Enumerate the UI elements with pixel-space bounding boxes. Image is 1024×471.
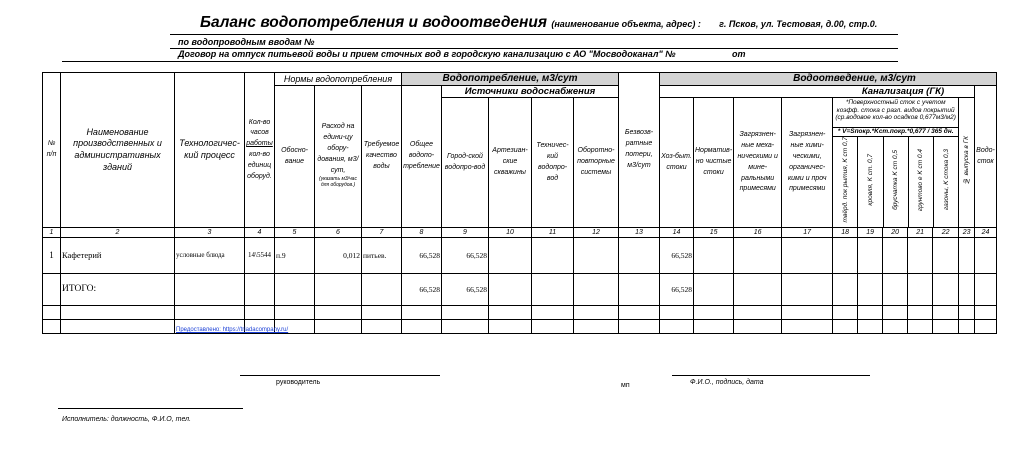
col-hours-b: кол-во единиц оборуд. [247,151,272,180]
row-cell [933,238,959,274]
row-building-name: Кафетерий [61,238,175,274]
stamp-label: мп [621,382,630,389]
row-city: 66,528 [442,238,489,274]
colnum: 9 [442,228,489,238]
col-rate-a: Расход на едини-цу обору-дования, м3/сут, [317,123,359,174]
col-total-header: Общее водопо-требление [402,86,442,228]
row-cell [833,274,858,306]
executor-line [58,408,243,409]
col-city-header: Город-ской водопро-вод [442,98,489,228]
row-cell [694,238,734,274]
row-cell [734,238,782,274]
row-cell [883,274,908,306]
total-city: 66,528 [442,274,489,306]
row-cell [908,274,933,306]
source-link[interactable]: Предоставлено: https://triadacompany.ru/ [176,327,289,333]
row-cell [959,274,975,306]
row-quality: питьев. [362,238,402,274]
colnum: 12 [574,228,619,238]
colnum: 3 [175,228,245,238]
col-recycled-header: Оборотно-повторные системы [574,98,619,228]
title-text: Баланс водопотребления и водоотведения [200,14,548,31]
colnum: 1 [43,228,61,238]
row-cell [858,238,883,274]
col-num-header: № п/п [43,73,61,228]
column-numbers-row [43,228,997,238]
col-technical-header: Техничес-кий водопро-вод [532,98,574,228]
colnum: 18 [833,228,858,238]
colnum: 16 [734,228,782,238]
colnum: 11 [532,228,574,238]
document-title [200,14,877,32]
row-cell [833,238,858,274]
row-cell [574,238,619,274]
row-process: условные блюда [175,238,245,274]
col-rate-header [315,86,362,228]
row-hours: 14\5544 [245,238,275,274]
sewer-group-header: Канализация (ГК) [660,86,975,98]
row-cell [959,238,975,274]
row-cell [489,238,532,274]
total-label: ИТОГО: [61,274,175,306]
colnum: 8 [402,228,442,238]
row-rate: 0,012 [315,238,362,274]
col-hard-surface-header: твёрд. пок рытия, K ст 0,7 [833,137,858,227]
table-row [43,306,997,320]
row-cell [175,274,245,306]
sources-group-header: Источники водоснабжения [442,86,619,98]
row-domestic: 66,528 [660,238,694,274]
fio-signature-line [672,375,870,376]
colnum: 17 [782,228,833,238]
colnum: 6 [315,228,362,238]
contract-line: Договор на отпуск питьевой воды и прием сточных вод в городскую канализацию с АО "Мосводоканал" № [178,49,676,59]
row-number: 1 [43,238,61,274]
consumption-group-header: Водопотребление, м3/сут [402,73,619,86]
runoff-subcols [833,137,958,227]
table-row [43,238,997,274]
total-row [43,274,997,306]
colnum: 23 [959,228,975,238]
row-cell [532,238,574,274]
row-basis: п.9 [275,238,315,274]
col-domestic-header: Хоз-быт. стоки [660,98,694,228]
col-process-header: Технологичес-кий процесс [175,73,245,228]
col-mechanical-header: Загрязнен-ные меха-ническими и мине-ральными примесями [734,98,782,228]
water-inputs-line: по водопроводным вводам № [178,37,315,47]
colnum: 14 [660,228,694,238]
colnum: 21 [908,228,933,238]
row-cell [883,238,908,274]
row-cell [362,274,402,306]
colnum: 20 [883,228,908,238]
colnum: 5 [275,228,315,238]
col-quality-header: Требуемое качество воды [362,86,402,228]
col-lawn-header: газоны, K стока 0,3 [942,149,950,211]
row-cell [782,238,833,274]
row-cell [908,238,933,274]
total-sum: 66,528 [402,274,442,306]
object-address: г. Псков, ул. Тестовая, д.00, стр.0. [719,19,878,29]
colnum: 24 [975,228,997,238]
row-cell [975,274,997,306]
col-hours-a: Кол-во часов [248,118,271,137]
row-cell [532,274,574,306]
row-cell [245,274,275,306]
col-outlet-header: № выпуска в ГК [959,98,975,228]
row-cell [619,274,660,306]
col-clean-header: Норматив-но чистые стоки [694,98,734,228]
col-chemical-header: Загрязнен-ные хими-ческими, органичес-кими и проч примесями [782,98,833,228]
runoff-note: *Поверхностный сток с учетом коэфф. стока с разл. видов покрытий (ср.водовое кол-во осадков 0,677м3/м2) [833,98,958,128]
norms-group-header: Нормы водопотребления [275,73,402,86]
row-cell [315,274,362,306]
runoff-formula: * V=Sпокр.*Kст.покр.*0,677 / 365 дн. [833,128,958,137]
head-label: руководитель [276,379,321,386]
row-cell [619,238,660,274]
row-cell [489,274,532,306]
col-basis-header: Обосно-вание [275,86,315,228]
row-cell [43,274,61,306]
colnum: 22 [933,228,959,238]
col-losses-header: Безвозв-ратные потери, м3/сут [619,73,660,228]
fio-label: Ф.И.О., подпись, дата [690,379,764,386]
col-paving-header: брусчатка K ст 0,5 [883,137,908,227]
col-hours-u: работы [246,140,273,148]
balance-table [42,72,997,334]
row-cell [858,274,883,306]
row-cell [782,274,833,306]
row-cell [734,274,782,306]
colnum: 19 [858,228,883,238]
executor-label: Исполнитель: должность, Ф.И.О, тел. [62,416,192,423]
colnum: 7 [362,228,402,238]
col-artesian-header: Артезиан-ские скважины [489,98,532,228]
colnum: 10 [489,228,532,238]
row-total: 66,528 [402,238,442,274]
col-roof-header: кровля, K ст. 0,7 [858,137,883,227]
col-hours-header [245,73,275,228]
disposal-group-header: Водоотведение, м3/сут [660,73,997,86]
contract-underline [62,61,898,62]
col-ground-header: грунтово е K ст 0.4 [908,137,933,227]
head-signature-line [240,375,440,376]
title-underline [170,34,898,35]
col-drain-header: Водо-сток [975,86,997,228]
row-cell [975,238,997,274]
surface-runoff-header [833,98,959,228]
row-cell [694,274,734,306]
contract-date-label: от [732,49,746,59]
total-domestic: 66,528 [660,274,694,306]
col-rate-b: (указать м3/час для оборудов.) [319,176,357,189]
row-cell [933,274,959,306]
title-note: (наименование объекта, адрес) : [551,19,701,29]
colnum: 2 [61,228,175,238]
row-cell [275,274,315,306]
colnum: 13 [619,228,660,238]
row-cell [574,274,619,306]
col-building-header: Наименование производственных и административных зданий [61,73,175,228]
colnum: 15 [694,228,734,238]
colnum: 4 [245,228,275,238]
